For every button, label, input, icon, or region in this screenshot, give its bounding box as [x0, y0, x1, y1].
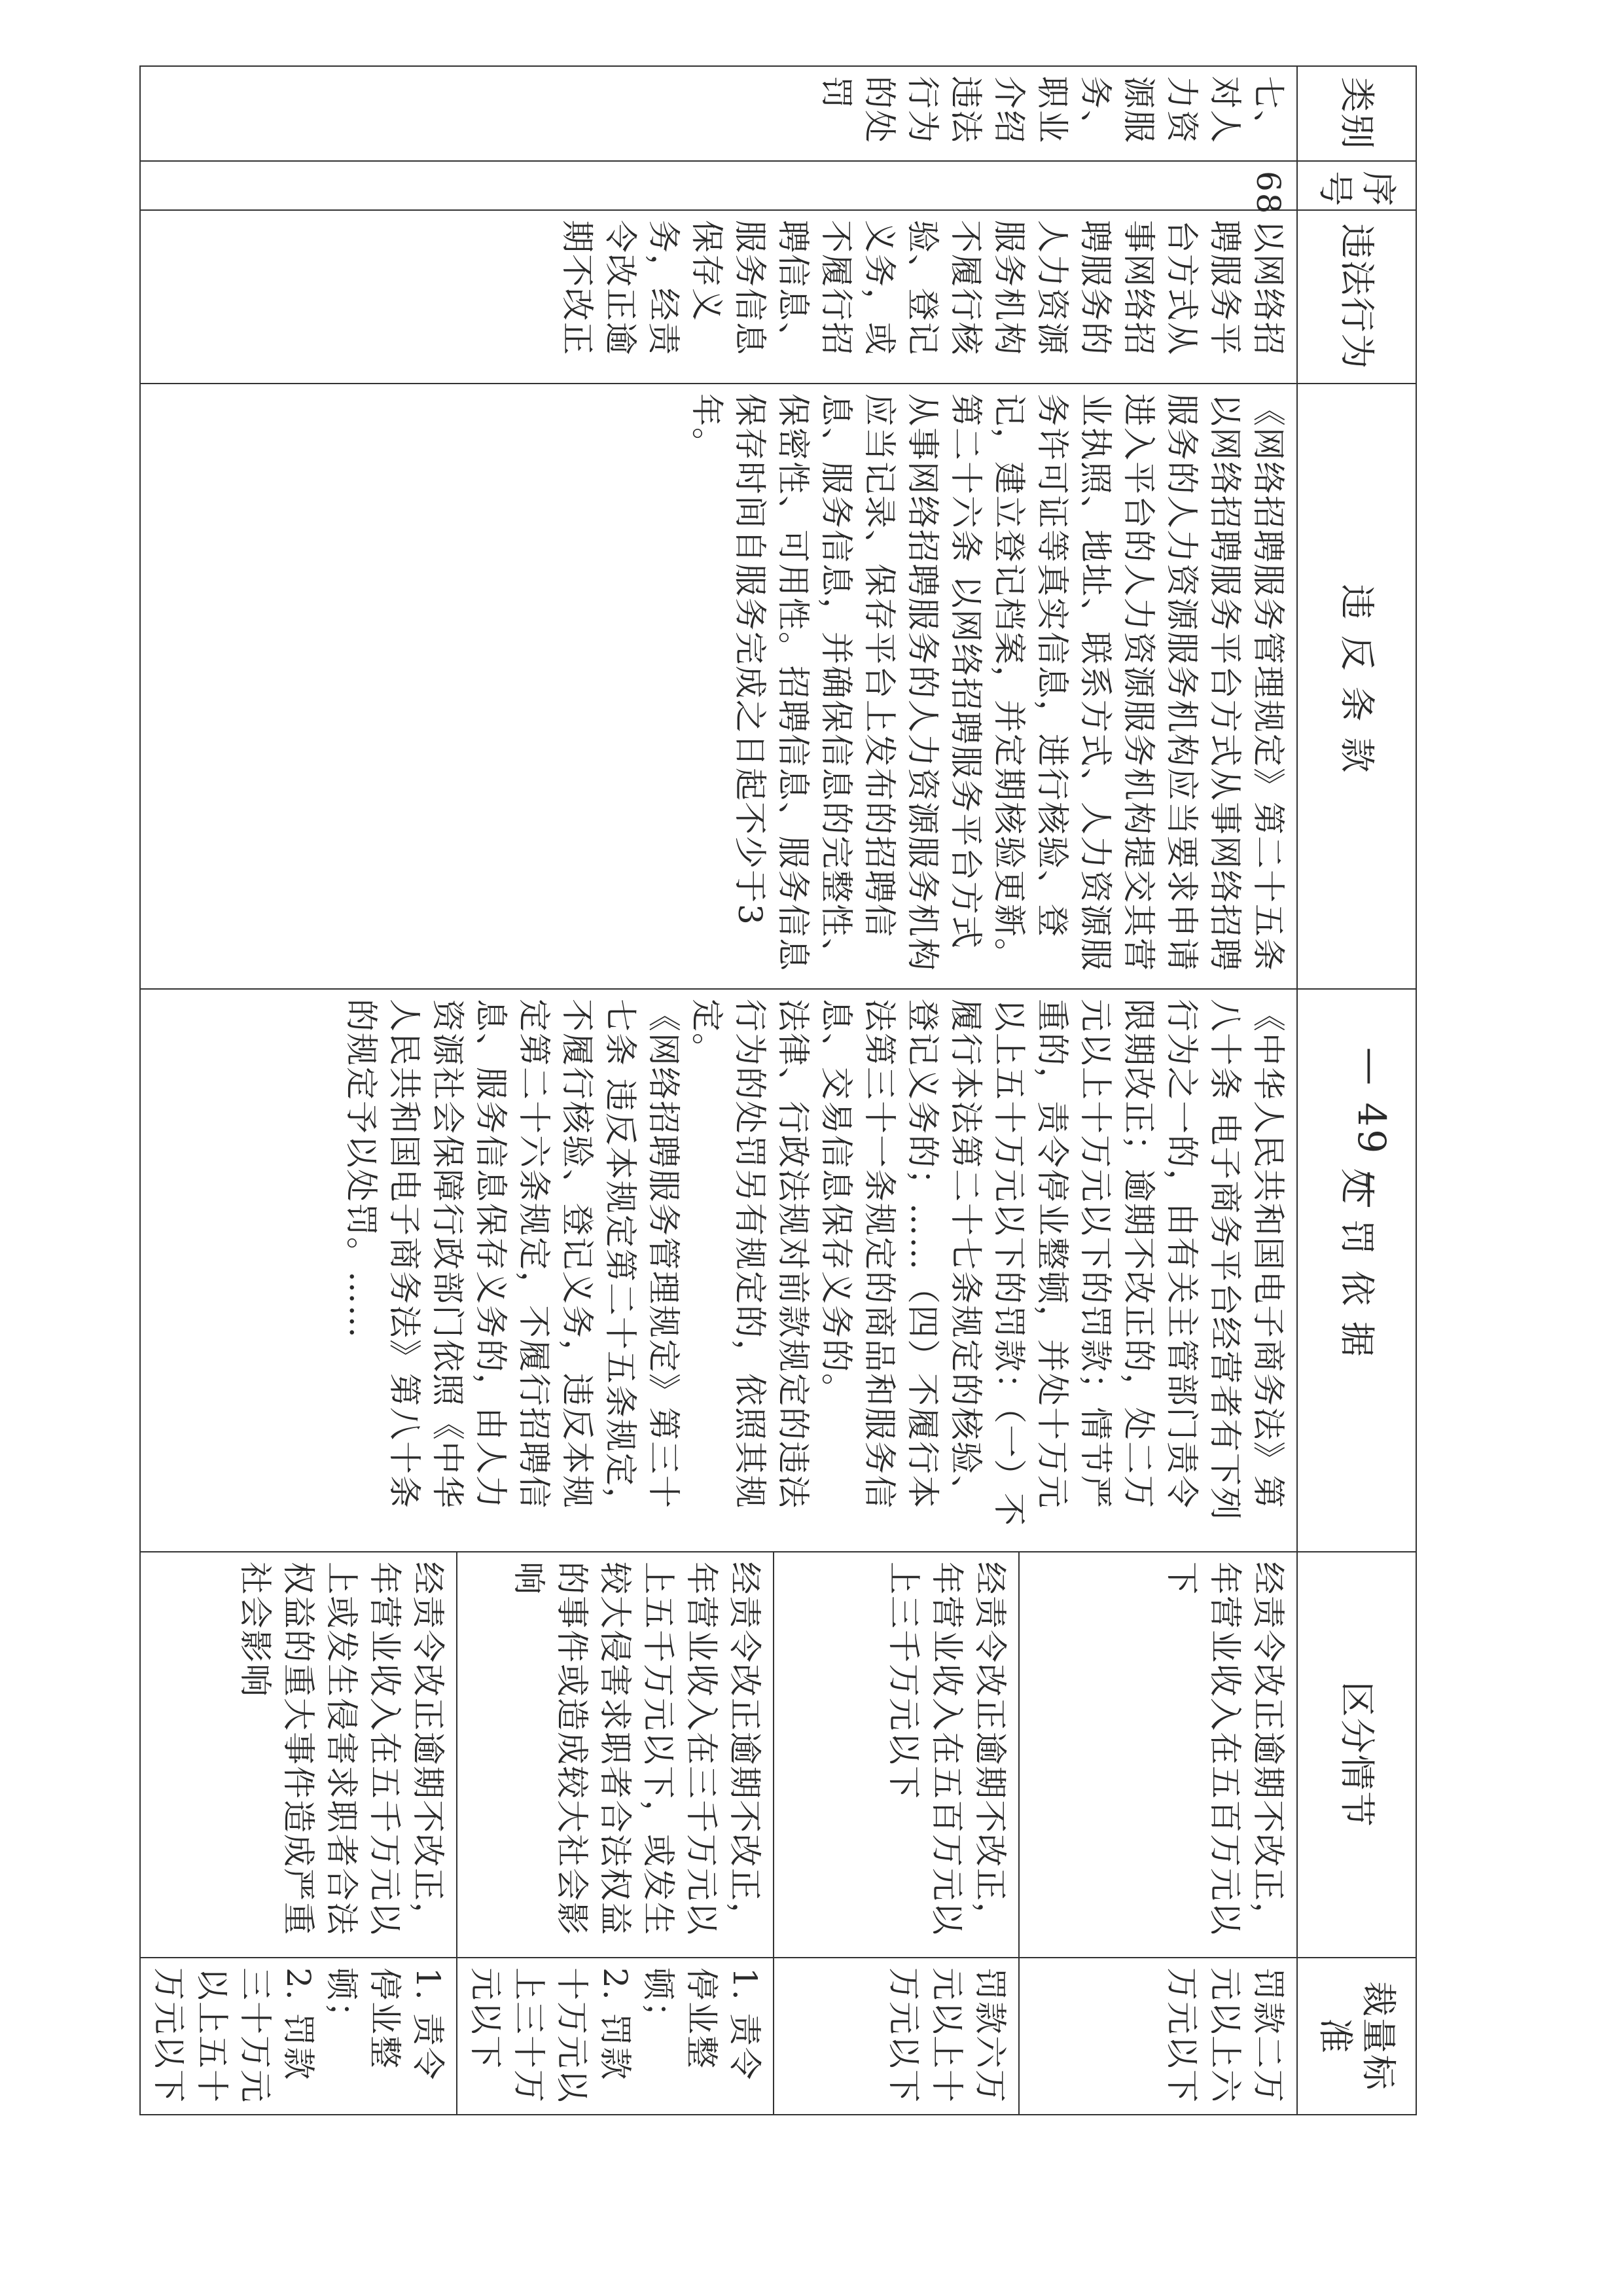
circumstance-tier-2: 经责令改正逾期不改正，年营业收入在五百万元以上三千万元以下	[774, 1552, 1019, 1958]
penalty-discretion-table	[139, 65, 1417, 2115]
standard-tier-3: 1. 责令停业整顿； 2. 罚款十万元以上三十万元以下	[457, 1958, 774, 2115]
category-cell: 七、对人力资源服务、职业介绍违法行为的处罚	[140, 66, 1297, 161]
circumstance-tier-4: 经责令改正逾期不改正，年营业收入在五千万元以上或发生侵害求职者合法权益的重大事件造成严重社会影响	[140, 1552, 457, 1958]
circumstance-tier-1: 经责令改正逾期不改正，年营业收入在五百万元以下	[1019, 1552, 1297, 1958]
penalty-basis-cell	[140, 989, 1297, 1552]
header-standard: 裁量标准	[1297, 1958, 1416, 2115]
standard-tier-1: 罚款二万元以上六万元以下	[1019, 1958, 1297, 2115]
rotated-table-container	[150, 65, 1417, 2114]
page-number: — 49 —	[1349, 1047, 1394, 1211]
header-violation: 违法行为	[1297, 210, 1416, 384]
header-category: 类别	[1297, 66, 1416, 161]
clause-paragraph: 第二十六条 以网络招聘服务平台方式从事网络招聘服务的人力资源服务机构应当记录、保存平台上发布的招聘信息、服务信息，并确保信息的完整性、保密性、可用性。招聘信息、服务信息保存时间自服务完成之日起不少于3年。	[688, 393, 985, 972]
violation-cell: 以网络招聘服务平台方式从事网络招聘服务的人力资源服务机构不履行核验、登记义务，或不履行招聘信息、服务信息保存义务，经责令改正逾期不改正	[140, 210, 1297, 384]
violated-clause-cell	[140, 384, 1297, 989]
header-violated-clause: 违反条款	[1297, 384, 1416, 989]
clause-paragraph: 《网络招聘服务管理规定》第二十五条 以网络招聘服务平台方式从事网络招聘服务的人力资源服务机构应当要求申请进入平台的人力资源服务机构提交其营业执照、地址、联系方式、人力资源服务许可证等真实信息，进行核验、登记，建立登记档案，并定期核验更新。	[990, 393, 1287, 972]
header-number: 序号	[1297, 161, 1416, 210]
basis-paragraph: 《网络招聘服务管理规定》第三十七条 违反本规定第二十五条规定，不履行核验、登记义务，违反本规定第二十六条规定，不履行招聘信息、服务信息保存义务的，由人力资源社会保障行政部门依照《中华人民共和国电子商务法》第八十条的规定予以处罚。……	[342, 999, 683, 1521]
standard-tier-4: 1. 责令停业整顿； 2. 罚款三十万元以上五十万元以下	[140, 1958, 457, 2115]
basis-paragraph: 法律、行政法规对前款规定的违法行为的处罚另有规定的，依照其规定。	[688, 999, 812, 1509]
circumstance-tier-3: 经责令改正逾期不改正，年营业收入在三千万元以上五千万元以下，或发生较大侵害求职者合法权益的事件或造成较大社会影响	[457, 1552, 774, 1958]
standard-tier-2: 罚款六万元以上十万元以下	[774, 1958, 1019, 2115]
table-row	[1019, 66, 1297, 2115]
row-number: 68	[140, 161, 1297, 210]
basis-paragraph: 《中华人民共和国电子商务法》第八十条 电子商务平台经营者有下列行为之一的，由有关主管部门责令限期改正；逾期不改正的，处二万元以上十万元以下的罚款；情节严重的，责令停业整顿，并处十万元以上五十万元以下的罚款：（一）不履行本法第二十七条规定的核验、登记义务的；……（四）不履行本法第三十一条规定的商品和服务信息、交易信息保存义务的。	[817, 999, 1287, 1527]
header-penalty-basis: 处罚依据	[1297, 989, 1416, 1552]
header-circumstances: 区分情节	[1297, 1552, 1416, 1958]
